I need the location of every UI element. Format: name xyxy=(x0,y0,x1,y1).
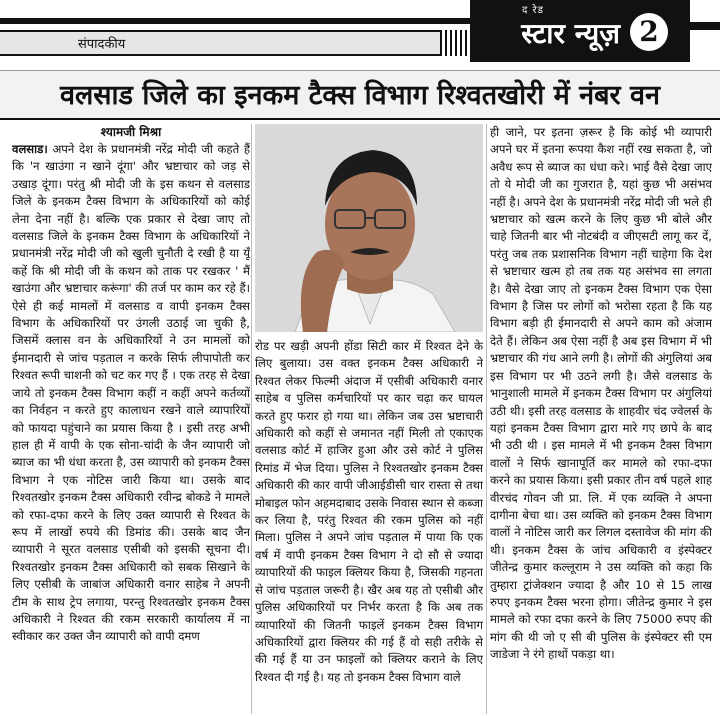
portrait-illustration xyxy=(255,124,483,332)
masthead xyxy=(0,0,720,62)
masthead-rule xyxy=(0,18,470,24)
newspaper-brand xyxy=(470,0,720,62)
masthead-stripe xyxy=(440,30,470,56)
column-3-text: ही जाने, पर इतना ज़रूर है कि कोई भी व्यापारी अपने घर में इतना रूपया कैश नहीं रख सकता है, जो अवैध रूप से ब्याज का धंधा करे। भाई वैसे देखा जाए तो ये मोदी जी का गुजरात है, यहां कुछ भी असंभव नहीं है। अपने देश के प्रधानमंत्री नरेंद्र मोदी जी भले ही भ्रष्टाचार को खत्म करने के लिए कुछ भी बोले और चाहे जितनी बार भी नोटबंदी व जीएसटी लागू कर दें, परंतु जब तक प्रशासनिक विभाग नहीं चाहेगा कि देश से भ्रष्टाचार खत्म हो तब तक यह असंभव सा लगता है। वैसे देखा जाए तो इनकम टैक्स विभाग एक ऐसा विभाग है जिस पर लोगों को भरोसा रहता है कि यह विभाग बड़ी ही ईमानदारी से अपने काम को अंजाम देते हैं। लेकिन अब ऐसा नहीं है अब इस विभाग में भी भ्रष्टाचार की गंध आने लगी है। लोगों की अंगुलियां अब इस विभाग पर भी उठने लगी है। जैसे वलसाड के भानुशाली मामले में इनकम टैक्स विभाग पर अंगुलियां उठी थी। इसी तरह वलसाड के शाहवीर चंद ज्वेलर्स के यहां इनकम टैक्स विभाग द्वारा मारे गए छापे के बाद भी उठी थी । इस मामले में भी इनकम टैक्स विभाग वालों ने सिर्फ खानापूर्ति कर मामले को रफा-दफा करने का प्रयास किया। इसी प्रकार तीन वर्ष पहले शाह वीरचंद गोवन जी प्रा. लि. में एक व्यक्ति ने अपना दागीना बेचा था। उस व्यक्ति को इनकम टैक्स विभाग वालों ने नोटिस जारी कर लिगल दस्तावेज की मांग की थी। इनकम टैक्स के जांच अधिकारी व इंस्पेक्टर जीतेन्द्र कुमार कल्लूराम ने उस व्यक्ति को कहा कि तुम्हारा ट्रांजेक्शन ज्यादा है और 10 से 15 लाख रुपए इनकम टैक्स भरना होगा। जीतेन्द्र कुमार ने इस मामले को रफा दफा करने के लिए 75000 रुपए की मांग की थी जो ए सी बी पुलिस के इंस्पेक्टर सी एम जाडेजा ने रंगे हाथों पकड़ा था। xyxy=(490,125,712,662)
dateline: वलसाड। xyxy=(12,142,48,156)
article-column-2 xyxy=(255,338,483,712)
column-1-body: अपने देश के प्रधानमंत्री नरेंद्र मोदी जी कहते हैं कि 'न खाउंगा न खाने दूंगा' और भ्रष्टाचार को जड़ से उखाड़ दूंगा। परंतु श्री मोदी जी के इस कथन से वलसाड जिले के इनकम टैक्स विभाग के अधिकारियों को कोई लेना देना नहीं है। बल्कि एक प्रकार से देखा जाए तो वलसाड जिले के इनकम टैक्स विभाग के अधिकारियों ने प्रधानमंत्री नरेंद्र मोदी जी को खुली चुनौती दे रखी है या यूँ कहें कि श्री मोदी जी के कथन को ताक पर रखकर ' मैं खाउंगा और भ्रष्टाचार करूंगा' की तर्ज पर काम कर रहे हैं। ऐसे ही कई मामलों में वलसाड व वापी इनकम टैक्स विभाग के अधिकारियों पर उंगली उठाई जा चुकी है, जिसमें क्लास वन के अधिकारियों ने उन मामलों को ईमानदारी से जांच पड़ताल न करके सिर्फ लीपापोती कर रिश्वत रूपी चाशनी को चट कर गए हैं । एक तरह से देखा जाये तो इनकम टैक्स विभाग कहीं न कहीं अपने कर्तव्यों का निर्वहन न करते हुए कालाधन रखने वाले व्यापारियों को फायदा पहुंचाने का प्रयास किया है । इसी तरह अभी हाल ही में वापी के एक सोना-चांदी के जैन व्यापारी जो ब्याज का भी धंधा करता है, उस व्यापारी को इनकम टैक्स विभाग ने एक नोटिस जारी किया था। उसके बाद रिश्वतखोर इनकम टैक्स अधिकारी रवीन्द्र बोकडे ने मामले को रफा-दफा करने के लिए उक्त व्यापारी से रिश्वत के रूप में लाखों रुपये की डिमांड की। उसके बाद जैन व्यापारी ने सूरत वलसाड एसीबी को इसकी सूचना दी। रिश्वतखोर इनकम टैक्स अधिकारी को सबक सिखाने के लिए एसीबी के जाबांज अधिकारी वनार साहेब ने अपनी टीम के साथ ट्रेप लगाया, परन्तु रिश्वतखोर इनकम टैक्स अधिकारी ने रिश्वत की रकम सरकारी कार्यालय में ना स्वीकार कर उक्त जैन व्यापारी को वापी दमण xyxy=(12,142,250,644)
column-divider xyxy=(251,124,252,714)
article-headline: वलसाड जिले का इनकम टैक्स विभाग रिश्वतखोरी में नंबर वन xyxy=(0,70,720,120)
brand-tail xyxy=(690,0,720,62)
author-photo xyxy=(255,124,483,332)
article-column-1 xyxy=(12,124,250,714)
byline: श्यामजी मिश्रा xyxy=(100,125,162,139)
brand-name: स्टार न्यूज़ xyxy=(521,17,620,50)
column-divider xyxy=(486,124,487,714)
section-label: संपादकीय xyxy=(0,30,440,56)
brand-prefix: द रेड xyxy=(522,5,544,16)
column-1-text xyxy=(12,141,250,646)
page-number: 2 xyxy=(630,13,668,51)
column-2-text: रोड पर खड़ी अपनी होंडा सिटी कार में रिश्वत देने के लिए बुलाया। उस वक्त इनकम टैक्स अधिकारी ने रिश्वत लेकर फिल्मी अंदाज में एसीबी अधिकारी वनार साहेब व पुलिस कर्मचारियों पर कार चढ़ा कर घायल करते हुए फरार हो गया था। लेकिन जब उस भ्रष्टाचारी अधिकारी को कहीं से जमानत नहीं मिली तो एकाएक वलसाड कोर्ट में हाजिर हुआ और उसे कोर्ट ने पुलिस रिमांड में भेज दिया। पुलिस ने रिश्वतखोर इनकम टैक्स अधिकारी की कार वापी जीआईडीसी चार रास्ता से तथा मोबाइल फोन अहमदाबाद उसके निवास स्थान से कब्जा कर लिया है, परंतु रिश्वत की रकम पुलिस को नहीं मिला। पुलिस ने अपने जांच पड़ताल में पाया कि एक वर्ष में वापी इनकम टैक्स विभाग ने दो सौ से ज्यादा व्यापारियों की फाइल क्लियर किया है, जिसकी गहनता से जांच पड़ताल जरूरी है। खैर अब यह तो एसीबी और पुलिस अधिकारियों पर निर्भर करता है कि अब तक व्यापारियों की जितनी फाइलें इनकम टैक्स विभाग अधिकारियों द्वारा क्लियर की गई हैं वो सही तरीके से की गई हैं या उन फाइलों को क्लियर कराने के लिए रिश्वत दी गई है। यह तो इनकम टैक्स विभाग वाले xyxy=(255,339,483,684)
article-column-3 xyxy=(490,124,712,714)
brand-tail-bar xyxy=(690,22,720,30)
